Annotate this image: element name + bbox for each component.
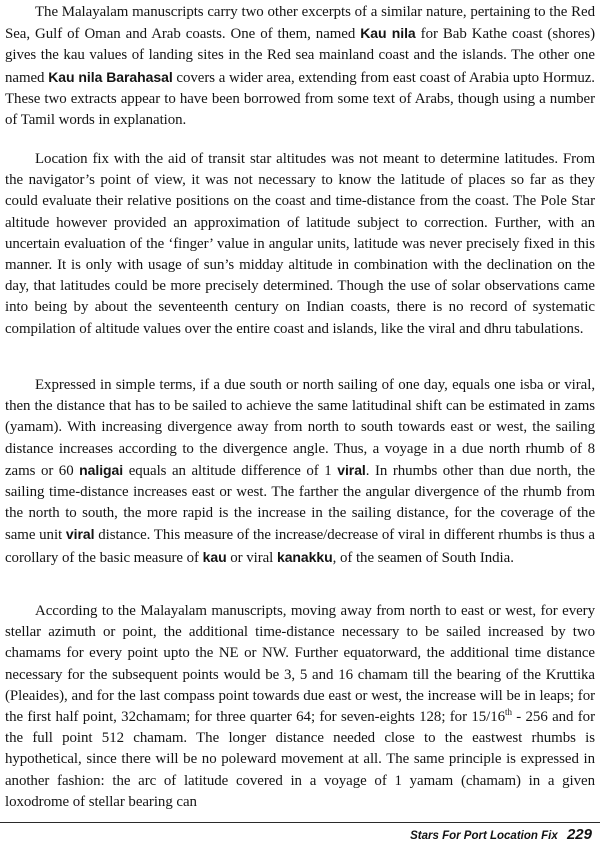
paragraph [5, 375, 595, 569]
page-footer [410, 826, 592, 843]
text-run: equals an altitude difference of 1 [123, 462, 338, 479]
bold-term: kanakku [276, 548, 333, 565]
bold-term: Kau nila Barahasal [48, 68, 173, 85]
paragraph [5, 149, 595, 340]
page-number: 229 [566, 826, 592, 843]
text-run: distance. This measure of the increase/decrease of viral in different rhumbs is thus a corollary of the basic measure of [5, 527, 595, 566]
text-run: According to the Malayalam manuscripts, moving away from north to east or west, for every stellar azimuth or point, the additional time-distance necessary to be sailed increased by two chamams for every point upto the NE or NW. Further equatorward, the additional time distance necessary for the subsequent points would be 3, 5 and 16 chamam till the bearing of the Kruttika (Pleaides), and for the last compass point towards due east or west, the increase will be in leaps; for the first half point, 32chamam; for three quarter 64; for seven-eights 128; for 15/16 [5, 603, 595, 726]
text-run: Location fix with the aid of transit star altitudes was not meant to determine latitudes. From the navigator’s point of view, it was not necessary to know the latitude of places so far as they could evaluate their relative positions on the coast and time-distance from the coast. The Pole Star altitude however provided an approximation of latitude subject to correction. Further, with an uncertain evaluation of the ‘finger’ value in angular units, latitude was never precisely fixed in this manner. It is only with usage of sun’s midday altitude in combination with the declination on the day, that latitudes could be more precisely determined. Though the use of solar observations came into being by about the seventeenth century on Indian coasts, there is no record of systematic compilation of altitude values over the entire coast and islands, like the viral and dhru tabulations. [5, 151, 595, 337]
bold-term: naligai [79, 461, 124, 478]
text-run: for Bab Kathe coast (shores) gives the kau values of landing sites in the Red sea mainland coast and the islands. The other one named [5, 26, 595, 86]
text-run: , of the seamen of South India. [332, 549, 514, 566]
paragraph [5, 601, 595, 813]
paragraph [5, 2, 595, 131]
text-run: . In rhumbs other than due north, the sailing time-distance increases east or west. The farther the angular divergence of the rhumb from the north to south, the more rapid is the increase in the sailing distance, for the coverage of the same unit [5, 462, 595, 544]
text-run: or viral [226, 549, 277, 566]
bold-term: viral [65, 526, 95, 543]
superscript: th [505, 707, 512, 718]
text-run: covers a wider area, extending from east coast of Arabia upto Hormuz. These two extracts appear to have been borrowed from some text of Arabs, though using a number of Tamil words in explanation. [5, 69, 595, 129]
bold-term: Kau nila [360, 25, 416, 42]
running-footer-title: Stars For Port Location Fix [410, 830, 558, 842]
text-run: Expressed in simple terms, if a due south or north sailing of one day, equals one isba or viral, then the distance that has to be sailed to achieve the same latitudinal shift can be estimated in zams (yamam). With increasing divergence away from north to south towards east or west, the sailing distance increases according to the divergence angle. Thus, a voyage in a due north rhumb of 8 zams or 60 [5, 377, 595, 479]
footer-rule [0, 822, 600, 823]
bold-term: kau [202, 548, 227, 565]
text-run: - 256 and for the full point 512 chamam. The longer distance needed close to the eastwest rhumbs is hypothetical, since there will be no poleward movement at all. The same principle is expressed in another fashion: the arc of latitude covered in a voyage of 1 yamam (chamam) in a given loxodrome of stellar bearing can [5, 709, 595, 810]
bold-term: viral [337, 461, 366, 478]
text-run: The Malayalam manuscripts carry two other excerpts of a similar nature, pertaining to the Red Sea, Gulf of Oman and Arab coasts. One of them, named [5, 4, 595, 43]
